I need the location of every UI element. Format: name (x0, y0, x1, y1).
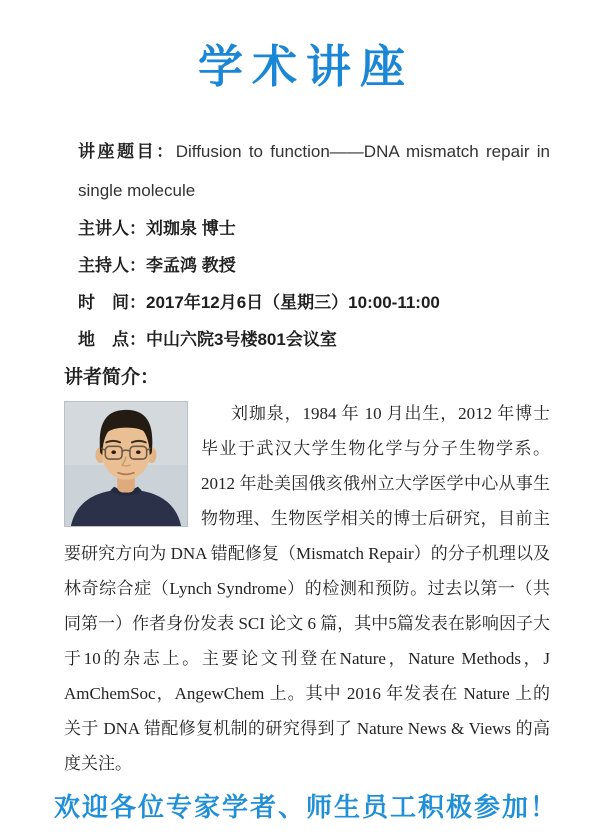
host-label: 主持人： (78, 256, 146, 275)
bio-paragraph: 刘珈泉，1984 年 10 月出生，2012 年博士毕业于武汉大学生物化学与分子生物学系。2012 年赴美国俄亥俄州立大学医学中心从事生物物理、生物医学相关的博士后研究，目前主要研究方向为 DNA 错配修复（Mismatch Repair）的分子机理以及林奇综合症（Lynch Syndrome）的检测和预防。过去以第一（共同第一）作者身份发表 SCI 论文 6 篇，其中5篇发表在影响因子大于10的杂志上。主要论文刊登在Nature，Nature Methods，J AmChemSoc，AngewChem 上。其中 2016 年发表在 Nature 上的关于 DNA 错配修复机制的研究得到了 Nature News & Views 的高度关注。 (64, 404, 551, 773)
page-title: 学术讲座 (197, 41, 414, 92)
speaker-label: 主讲人： (78, 219, 146, 238)
speaker-portrait-illustration (65, 402, 187, 526)
bio-heading: 讲者简介： (64, 367, 160, 388)
time-label: 时 间： (78, 293, 146, 312)
host-value: 李孟鸿 教授 (146, 256, 236, 275)
footer-call-to-action: 欢迎各位专家学者、师生员工积极参加！ (53, 792, 558, 822)
lecture-meta (78, 132, 550, 358)
lecture-topic-row (78, 132, 550, 210)
speaker-value: 刘珈泉 博士 (146, 219, 236, 238)
venue-row (78, 321, 550, 358)
time-row (78, 284, 550, 321)
venue-value: 中山六院3号楼801会议室 (146, 330, 337, 349)
speaker-row (78, 210, 550, 247)
topic-label: 讲座题目： (78, 142, 176, 161)
topic-value: Diffusion to function——DNA mismatch repair in single molecule (78, 142, 550, 200)
speaker-photo (64, 401, 188, 527)
time-value: 2017年12月6日（星期三）10:00-11:00 (146, 293, 440, 312)
venue-label: 地 点： (78, 330, 146, 349)
bio-section (64, 396, 550, 781)
host-row (78, 247, 550, 284)
lecture-poster (0, 40, 612, 840)
